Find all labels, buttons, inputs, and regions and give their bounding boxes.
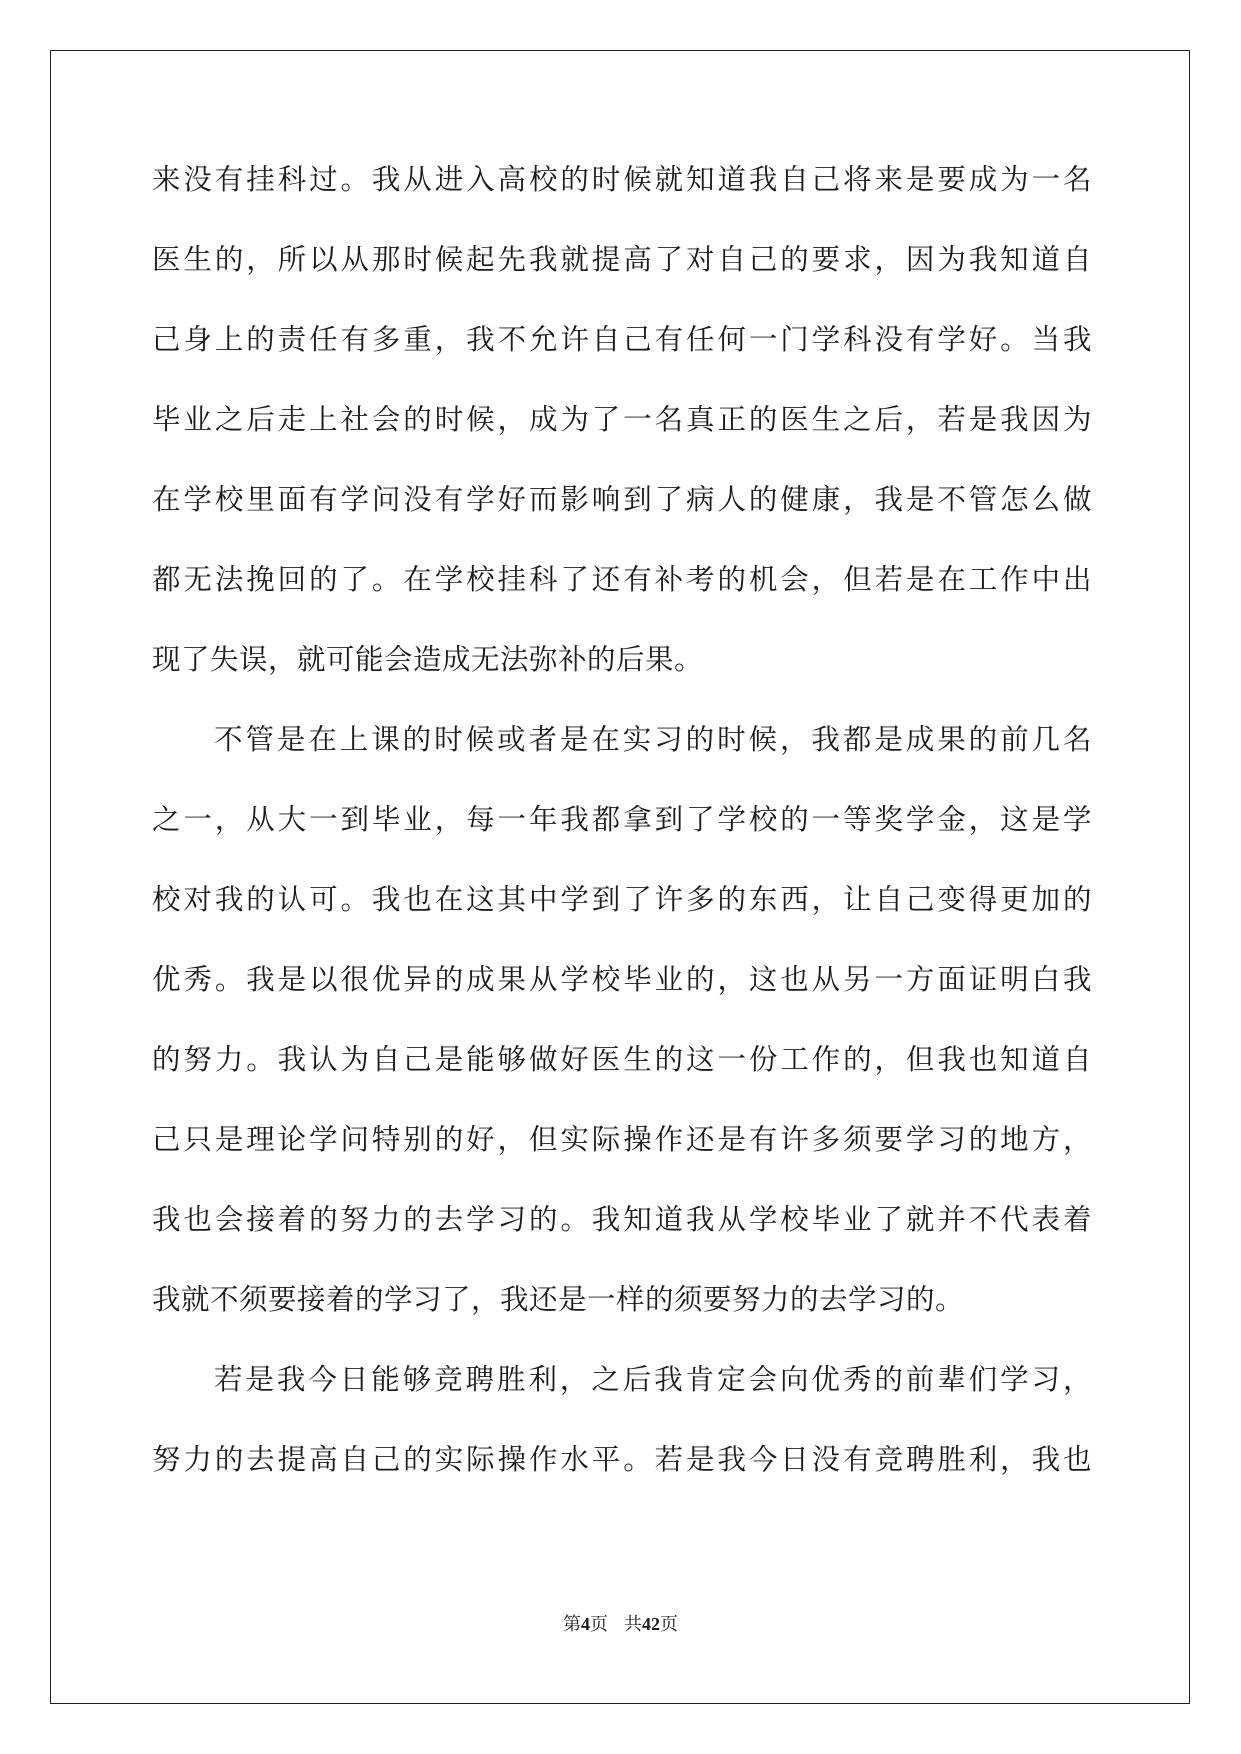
text-line: 医生的，所以从那时候起先我就提高了对自己的要求，因为我知道自 [152,243,1092,276]
footer-total-suffix: 页 [660,1614,678,1634]
text-line: 都无法挽回的了。在学校挂科了还有补考的机会，但若是在工作中出 [152,563,1092,596]
footer-page-number: 4 [581,1614,590,1634]
text-line: 之一，从大一到毕业，每一年我都拿到了学校的一等奖学金，这是学 [152,803,1092,836]
text-line: 努力的去提高自己的实际操作水平。若是我今日没有竞聘胜利，我也 [152,1443,1092,1476]
footer-total-pages: 42 [642,1614,660,1634]
footer-page-suffix: 页 [590,1614,608,1634]
document-body [152,155,1092,1515]
text-line: 己身上的责任有多重，我不允许自己有任何一门学科没有学好。当我 [152,323,1092,356]
text-line: 在学校里面有学问没有学好而影响到了病人的健康，我是不管怎么做 [152,483,1092,516]
text-line: 校对我的认可。我也在这其中学到了许多的东西，让自己变得更加的 [152,883,1092,916]
footer-total-prefix: 共 [624,1614,642,1634]
text-line: 我也会接着的努力的去学习的。我知道我从学校毕业了就并不代表着 [152,1203,1092,1236]
text-line: 己只是理论学问特别的好，但实际操作还是有许多须要学习的地方， [152,1123,1092,1156]
page-footer [0,1612,1241,1636]
text-line: 来没有挂科过。我从进入高校的时候就知道我自己将来是要成为一名 [152,163,1092,196]
text-line: 我就不须要接着的学习了，我还是一样的须要努力的去学习的。 [152,1283,965,1316]
footer-prefix: 第 [563,1614,581,1634]
text-line: 毕业之后走上社会的时候，成为了一名真正的医生之后，若是我因为 [152,403,1092,436]
paragraph-start-line: 若是我今日能够竞聘胜利，之后我肯定会向优秀的前辈们学习， [214,1363,1092,1396]
text-line: 优秀。我是以很优异的成果从学校毕业的，这也从另一方面证明白我 [152,963,1092,996]
text-line: 的努力。我认为自己是能够做好医生的这一份工作的，但我也知道自 [152,1043,1092,1076]
paragraph-start-line: 不管是在上课的时候或者是在实习的时候，我都是成果的前几名 [214,723,1092,756]
text-line: 现了失误，就可能会造成无法弥补的后果。 [152,643,704,676]
